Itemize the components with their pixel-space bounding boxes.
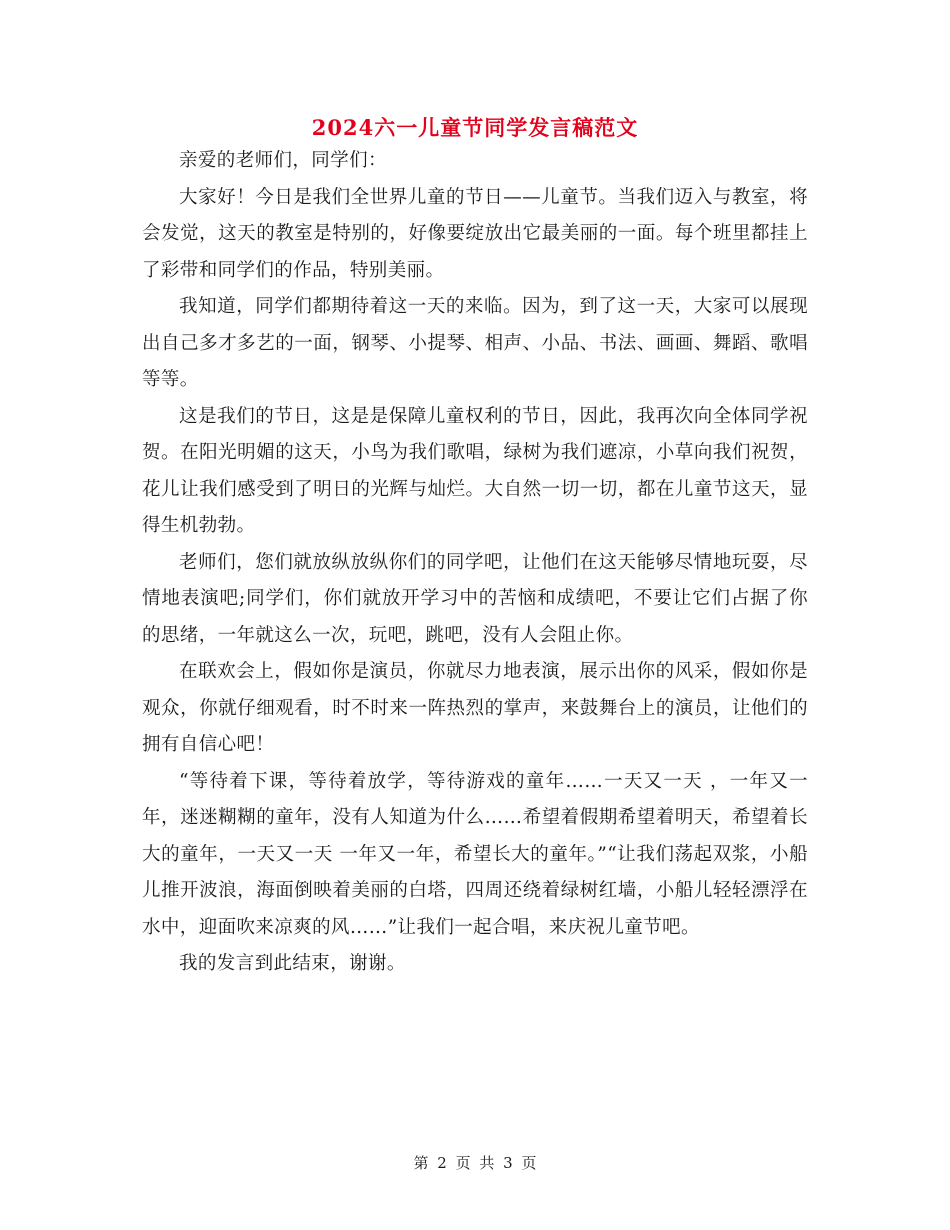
paragraph-celebration: 这是我们的节日，这是是保障儿童权利的节日，因此，我再次向全体同学祝贺。在阳光明媚的这天，小鸟为我们歌唱，绿树为我们遮凉，小草向我们祝贺，花儿让我们感受到了明日的光辉与灿烂。大自然一切一切，都在儿童节这天，显得生机勃勃。 bbox=[142, 405, 808, 536]
paragraph-greeting: 亲爱的老师们，同学们： bbox=[179, 150, 387, 171]
page-title: 2024六一儿童节同学发言稿范文 bbox=[311, 115, 639, 140]
paragraph-party: 在联欢会上，假如你是演员，你就尽力地表演，展示出你的风采，假如你是观众，你就仔细观看，时不时来一阵热烈的掌声，来鼓舞台上的演员，让他们的拥有自信心吧！ bbox=[142, 661, 808, 755]
paragraph-teachers: 老师们，您们就放纵放纵你们的同学吧，让他们在这天能够尽情地玩耍，尽情地表演吧;同学们，你们就放开学习中的苦恼和成绩吧，不要让它们占据了你的思绪，一年就这么一次，玩吧，跳吧，没有人会阻止你。 bbox=[142, 551, 808, 646]
paragraph-intro: 大家好！今日是我们全世界儿童的节日——儿童节。当我们迈入与教室，将会发觉，这天的教室是特别的，好像要绽放出它最美丽的一面。每个班里都挂上了彩带和同学们的作品，特别美丽。 bbox=[142, 186, 808, 281]
document-body bbox=[142, 143, 808, 983]
paragraph-closing: 我的发言到此结束，谢谢。 bbox=[179, 953, 406, 974]
page-number-footer: 第 2 页 共 3 页 bbox=[413, 1154, 537, 1172]
paragraph-talents: 我知道，同学们都期待着这一天的来临。因为，到了这一天，大家可以展现出自己多才多艺的一面，钢琴、小提琴、相声、小品、书法、画画、舞蹈、歌唱等等。 bbox=[142, 296, 808, 390]
paragraph-songs: “等待着下课，等待着放学，等待游戏的童年……一天又一天 ，一年又一年，迷迷糊糊的童年，没有人知道为什么……希望着假期希望着明天，希望着长大的童年，一天又一天 一年又一年，希望长大的童年。”“让我们荡起双浆，小船儿推开波浪，海面倒映着美丽的白塔，四周还绕着绿树红墙，小船儿轻轻漂浮在水中，迎面吹来凉爽的风……”让我们一起合唱，来庆祝儿童节吧。 bbox=[142, 770, 808, 938]
